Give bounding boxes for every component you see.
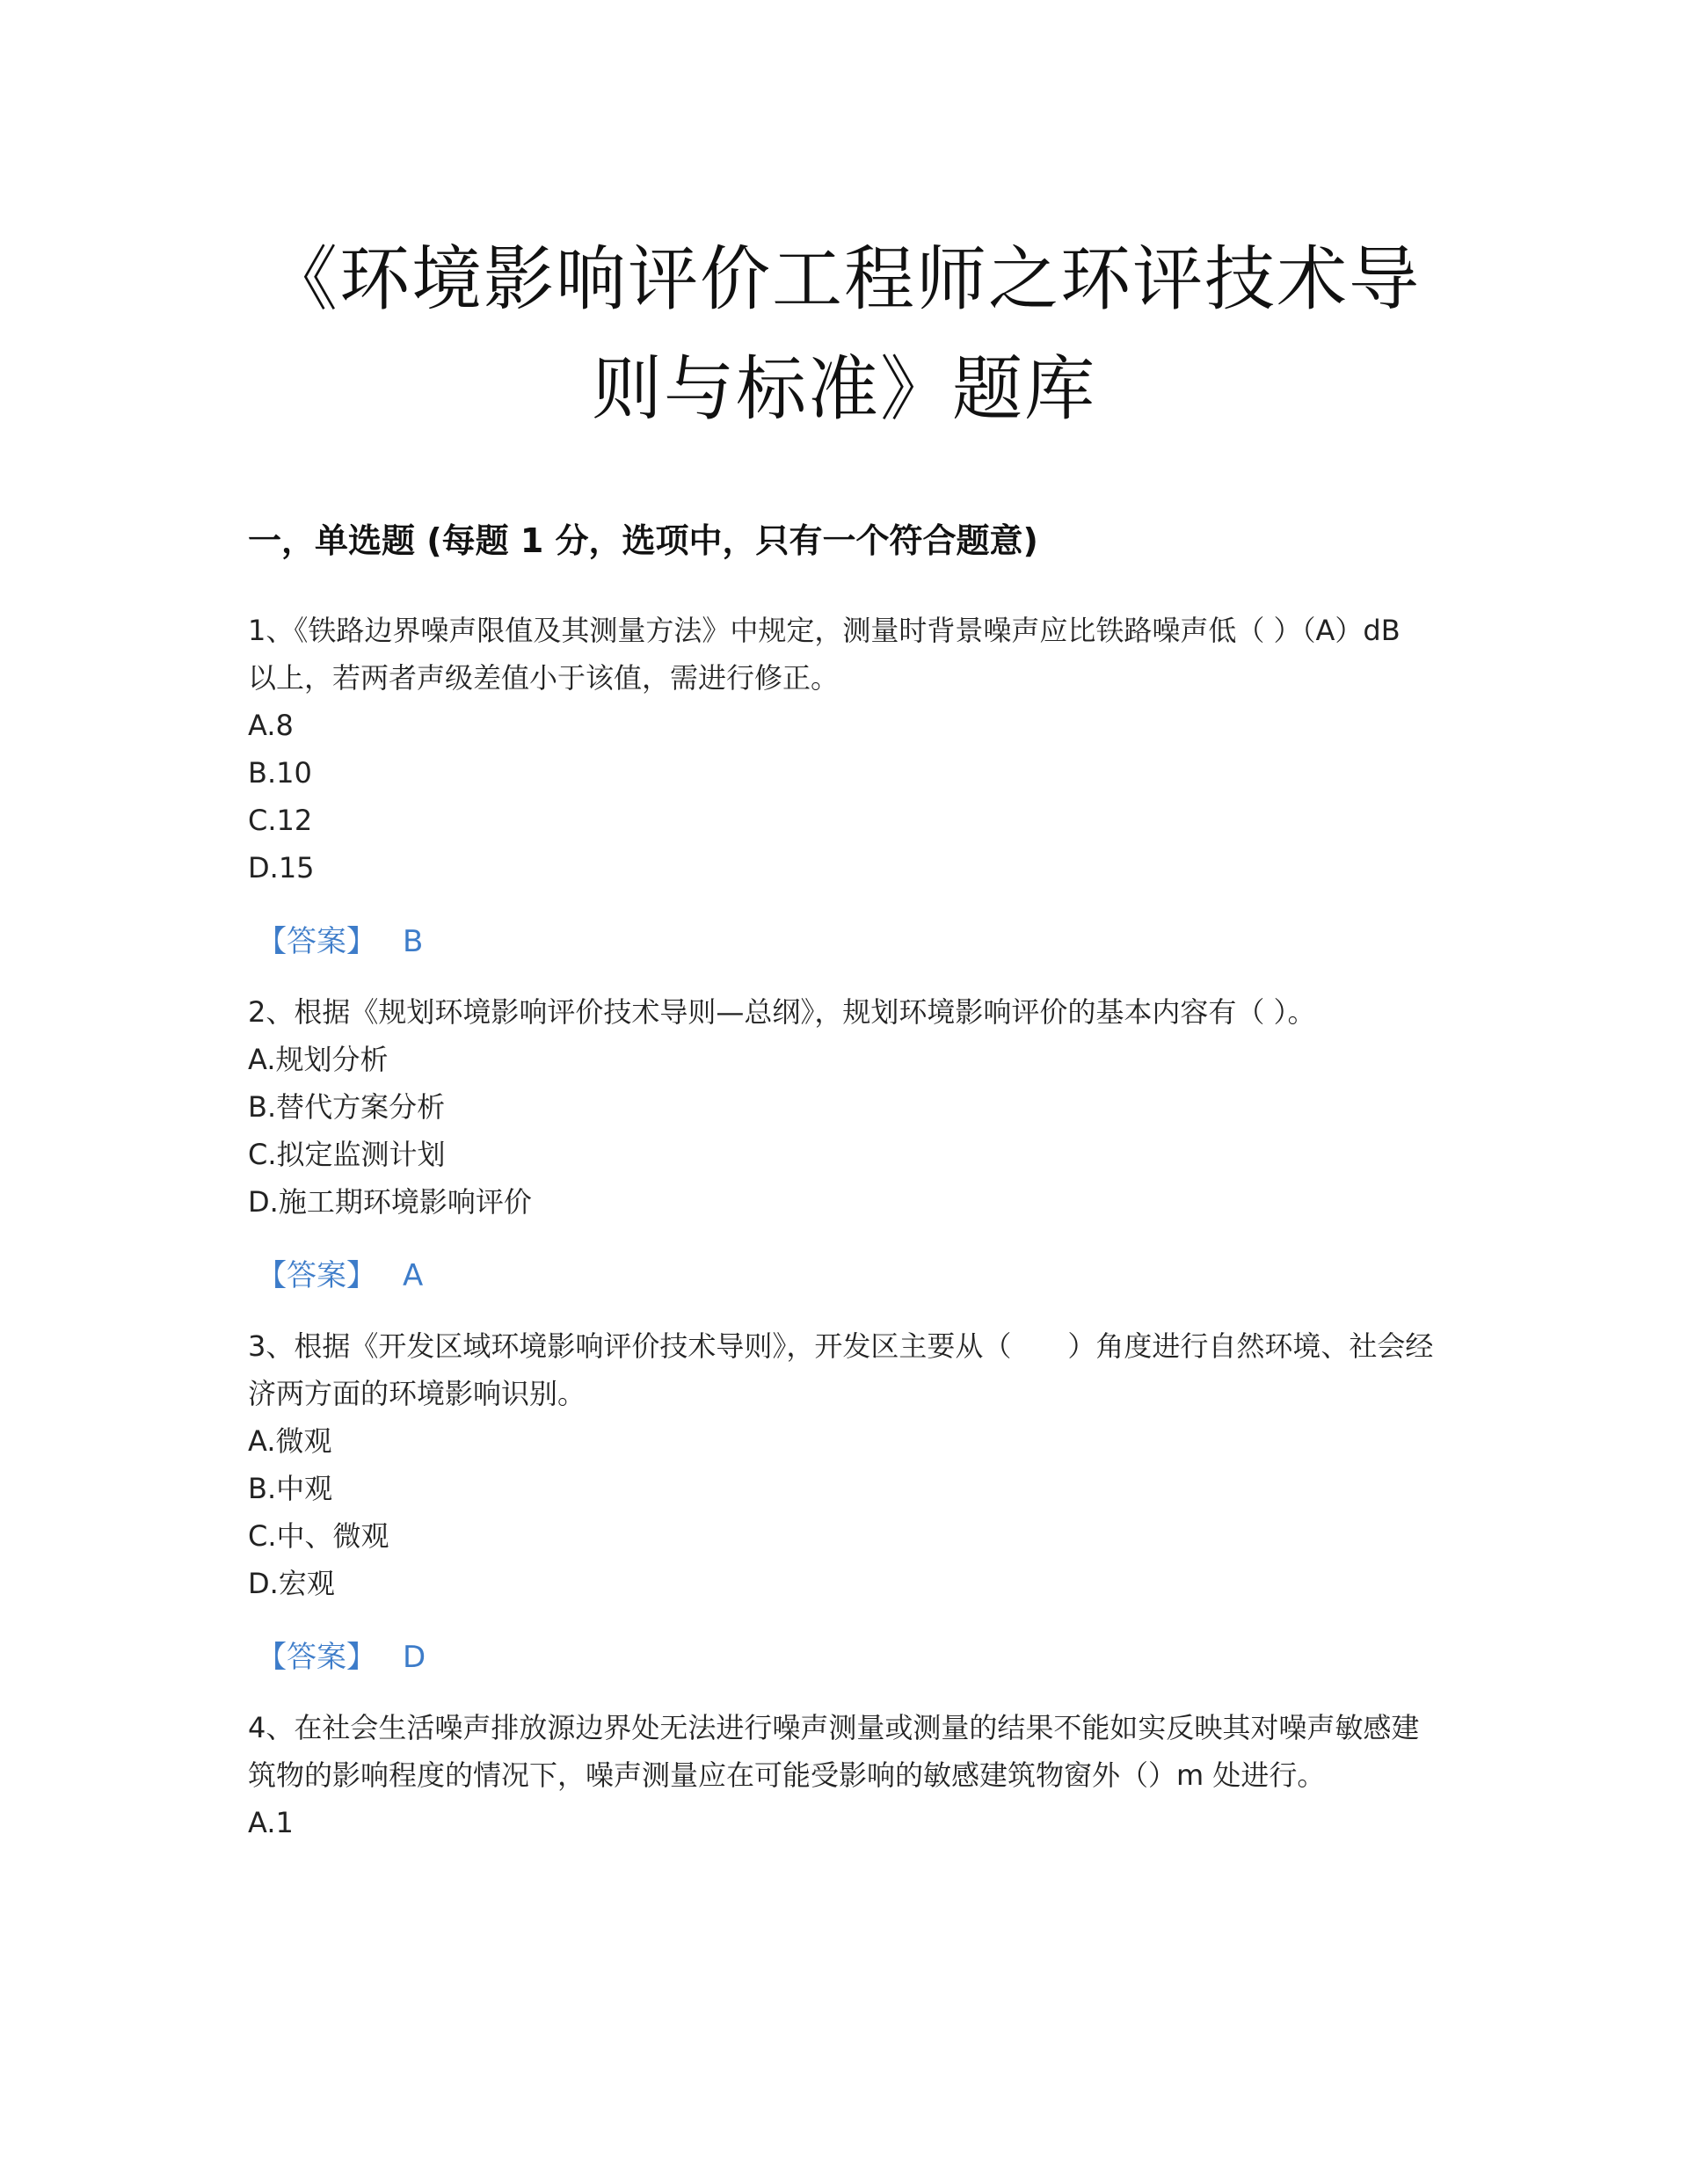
option-a: A.8 — [248, 709, 294, 742]
question-stem: 2、根据《规划环境影响评价技术导则—总纲》，规划环境影响评价的基本内容有（ ）。 — [248, 995, 1316, 1029]
option-a: A.规划分析 — [248, 1043, 389, 1076]
option-a: A.1 — [248, 1806, 294, 1839]
answer-line — [257, 1252, 1435, 1299]
option-b: B.替代方案分析 — [248, 1090, 446, 1124]
answer-value: A — [403, 1258, 424, 1293]
question-3 — [248, 1322, 1435, 1681]
answer-line — [257, 918, 1435, 965]
question-1 — [248, 607, 1435, 965]
title-line-1: 《环境影响评价工程师之环评技术导 — [267, 238, 1421, 320]
option-d: D.施工期环境影响评价 — [248, 1185, 532, 1219]
option-d: D.宏观 — [248, 1567, 335, 1600]
question-2 — [248, 988, 1435, 1299]
option-d: D.15 — [248, 851, 315, 885]
question-stem: 4、在社会生活噪声排放源边界处无法进行噪声测量或测量的结果不能如实反映其对噪声敏感建筑物的影响程度的情况下，噪声测量应在可能受影响的敏感建筑物窗外（）m 处进行。 — [248, 1711, 1420, 1792]
option-b: B.10 — [248, 756, 312, 790]
answer-label: 【答案】 — [257, 1640, 376, 1675]
document-title — [264, 224, 1424, 444]
option-c: C.中、微观 — [248, 1519, 389, 1553]
answer-label: 【答案】 — [257, 924, 376, 959]
answer-line — [257, 1634, 1435, 1681]
question-list — [248, 607, 1435, 1869]
question-4 — [248, 1704, 1435, 1846]
option-b: B.中观 — [248, 1472, 333, 1505]
answer-value: D — [403, 1640, 426, 1675]
section-heading: 一，单选题 (每题 1 分，选项中，只有一个符合题意) — [248, 521, 1038, 560]
question-stem: 3、根据《开发区域环境影响评价技术导则》，开发区主要从（ ）角度进行自然环境、社会经济两方面的环境影响识别。 — [248, 1329, 1434, 1410]
answer-value: B — [403, 924, 424, 959]
answer-label: 【答案】 — [257, 1258, 376, 1293]
option-a: A.微观 — [248, 1424, 332, 1458]
title-line-2: 则与标准》题库 — [592, 348, 1096, 430]
question-stem: 1、《铁路边界噪声限值及其测量方法》中规定，测量时背景噪声应比铁路噪声低（ ）（A）dB 以上，若两者声级差值小于该值，需进行修正。 — [248, 614, 1401, 695]
option-c: C.拟定监测计划 — [248, 1138, 446, 1171]
option-c: C.12 — [248, 804, 313, 837]
